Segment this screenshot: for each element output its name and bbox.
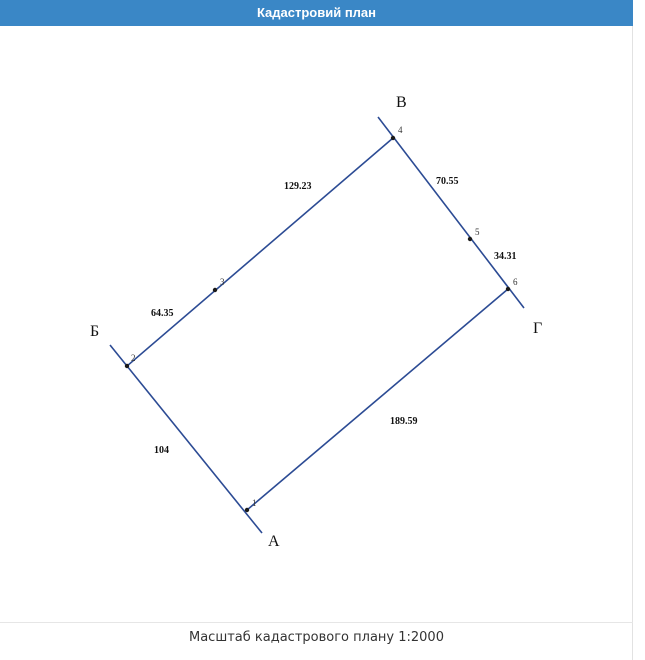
vertex-number-2: 2: [131, 353, 136, 363]
vertex-point-5: [468, 237, 472, 241]
segment-length-1-2: 104: [154, 445, 169, 456]
vertex-point-4: [391, 136, 395, 140]
vertex-number-6: 6: [513, 277, 518, 287]
vertex-number-4: 4: [398, 125, 403, 135]
segment-length-2-3: 64.35: [151, 308, 174, 319]
segment-length-5-6: 34.31: [494, 251, 517, 262]
boundary-line-a-b: [110, 345, 262, 533]
scale-caption: Масштаб кадастрового плану 1:2000: [189, 630, 444, 645]
segment-length-4-5: 70.55: [436, 176, 459, 187]
corner-label-a: А: [268, 533, 280, 550]
vertex-number-5: 5: [475, 227, 480, 237]
vertex-point-1: [245, 508, 249, 512]
corner-label-g: Г: [533, 320, 543, 337]
vertex-number-3: 3: [220, 277, 225, 287]
vertex-point-2: [125, 364, 129, 368]
boundary-line-g-a: [247, 289, 508, 510]
vertex-point-3: [213, 288, 217, 292]
segment-length-6-1: 189.59: [390, 416, 418, 427]
corner-label-v: В: [396, 94, 407, 111]
cadastral-plan-drawing: [0, 26, 633, 622]
corner-label-b: Б: [90, 323, 100, 340]
plan-area: [0, 26, 633, 623]
boundary-line-b-v: [127, 138, 393, 366]
panel-header: Кадастровий план: [0, 0, 633, 26]
vertex-number-1: 1: [252, 498, 257, 508]
vertex-point-6: [506, 287, 510, 291]
boundary-line-v-g: [378, 117, 524, 308]
segment-length-3-4: 129.23: [284, 181, 312, 192]
